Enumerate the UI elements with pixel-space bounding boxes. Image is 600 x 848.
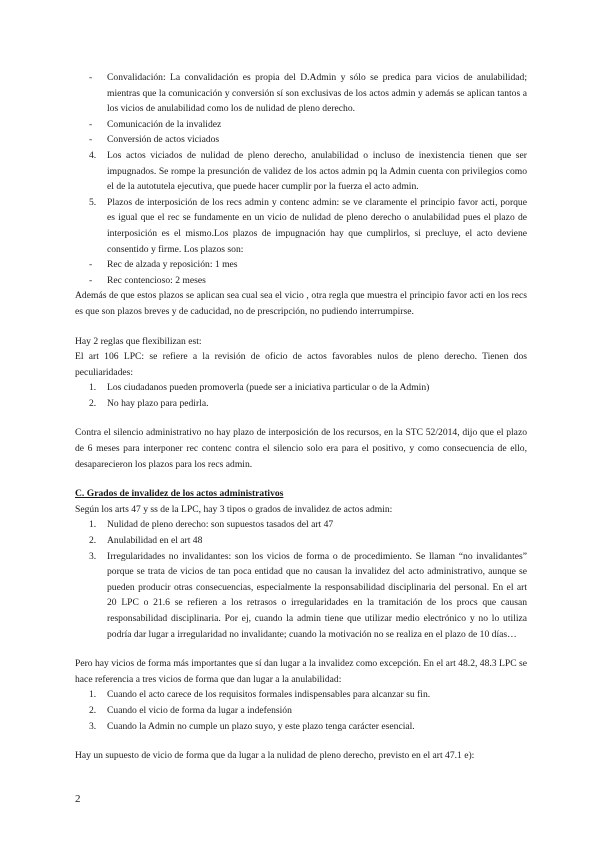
number-marker: 3. <box>89 550 97 562</box>
paragraph-grados: Según los arts 47 y ss de la LPC, hay 3 tipos o grados de invalidez de actos admin: <box>75 503 393 515</box>
list-item-text: Conversión de actos viciados <box>107 134 220 146</box>
list-item-text: Cuando la Admin no cumple un plazo suyo, y este plazo tenga carácter esencial. <box>107 720 415 732</box>
dash-marker: - <box>89 72 93 83</box>
list-item-text: Comunicación de la invalidez <box>107 118 222 130</box>
paragraph-reglas: Hay 2 reglas que flexibilizan est: <box>75 335 202 347</box>
number-marker: 3. <box>89 720 97 732</box>
list-item-text: Anulabilidad en el art 48 <box>107 535 203 547</box>
number-marker: 2. <box>89 704 97 716</box>
list-item-4 <box>75 148 527 195</box>
paragraph-vicios-forma: Pero hay vicios de forma más importantes que sí dan lugar a la invalidez como excepción. En el art 48.2, 48.3 LPC se hace referencia a tres vicios de forma que dan lugar a la anulabilidad: <box>75 658 527 685</box>
list-item <box>75 687 527 703</box>
list-item <box>75 719 527 735</box>
list-item-conversion <box>75 132 527 148</box>
number-marker: 5. <box>89 196 97 208</box>
list-item <box>75 396 527 412</box>
document-page <box>75 70 527 764</box>
list-item-text: Los ciudadanos pueden promoverla (puede ser a iniciativa particular o de la Admin) <box>107 382 430 394</box>
list-item-5 <box>75 195 527 257</box>
list-item <box>75 533 527 549</box>
paragraph-art-106: El art 106 LPC: se refiere a la revisión de oficio de actos favorables nulos de pleno derecho. Tienen dos peculiaridades: <box>75 351 527 378</box>
list-item-text: Irregularidades no invalidantes: son los vicios de forma o de procedimiento. Se llaman “no invalidantes” porque se trata de vicios de tan poca entidad que no causan la invalidez del acto administrativo, aunque se pueden producir otras consecuencias, especialmente la responsabilidad disciplinaria del personal. En el art 20 LPC o 21.6 se refieren a los retrasos o irregularidades en la tramitación de los procs que causan responsabilidad disciplinaria. Por ej, cuando la admin tiene que utilizar medio electrónico y no lo utiliza podría dar lugar a irregularidad no invalidante; cuando la motivación no se realiza en el plazo de 10 días… <box>107 550 527 640</box>
list-item-text: Cuando el vicio de forma da lugar a indefensión <box>107 704 292 716</box>
list-item-text: Convalidación: La convalidación es propia del D.Admin y sólo se predica para vicios de anulabilidad; mientras que la comunicación y conversión sí son exclusivas de los actos admin y además se aplican tantos a los vicios de anulabilidad como los de nulidad de pleno derecho. <box>107 72 527 115</box>
list-item-text: Los actos viciados de nulidad de pleno derecho, anulabilidad o incluso de inexistencia tienen que ser impugnados. Se rompe la presunción de validez de los actos admin pq la Admin cuenta con privilegios como el de la autotutela ejecutiva, que puede hacer cumplir por la fuerza el acto admin. <box>107 149 527 193</box>
paragraph-silencio: Contra el silencio administrativo no hay plazo de interposición de los recursos, en la STC 52/2014, dijo que el plazo de 6 meses para interponer rec contenc contra el silencio solo era para el positivo, y como consecuencia de ello, desaparecieron los plazos para los recs admin. <box>75 427 527 470</box>
page-number: 2 <box>75 793 81 805</box>
number-marker: 1. <box>89 382 97 394</box>
number-marker: 2. <box>89 397 97 409</box>
list-item-alzada <box>75 257 527 273</box>
list-item-text: Rec de alzada y reposición: 1 mes <box>107 259 238 271</box>
number-marker: 1. <box>89 519 97 531</box>
dash-marker: - <box>89 118 93 130</box>
dash-marker: - <box>89 274 93 286</box>
list-item <box>75 517 527 533</box>
list-item-text: Plazos de interposición de los recs admin y contenc admin: se ve claramente el principio favor acti, porque es igual que el rec se fundamente en un vicio de nulidad de pleno derecho o anulabilidad pues el plazo de interposición es el mismo.Los plazos de impugnación hay que cumplirlos, si precluye, el acto deviene consentido y firme. Los plazos son: <box>107 196 527 255</box>
number-marker: 1. <box>89 689 97 701</box>
paragraph-plazos: Además de que estos plazos se aplican sea cual sea el vicio , otra regla que muestra el principio favor acti en los recs es que son plazos breves y de caducidad, no de prescripción, no pudiendo interrumpirse. <box>75 290 527 317</box>
number-marker: 4. <box>89 149 97 161</box>
paragraph-nulidad: Hay un supuesto de vicio de forma que da lugar a la nulidad de pleno derecho, previsto en el art 47.1 e): <box>75 750 475 762</box>
list-item-convalidacion <box>75 70 527 117</box>
dash-marker: - <box>89 259 93 271</box>
list-item-text: Cuando el acto carece de los requisitos formales indispensables para alcanzar su fin. <box>107 689 431 701</box>
list-item <box>75 549 527 643</box>
list-item <box>75 703 527 719</box>
list-item-text: Nulidad de pleno derecho: son supuestos tasados del art 47 <box>107 519 334 531</box>
list-item <box>75 380 527 396</box>
section-heading: C. Grados de invalidez de los actos administrativos <box>75 488 284 500</box>
number-marker: 2. <box>89 535 97 547</box>
list-item-contencioso <box>75 273 527 289</box>
list-item-text: Rec contencioso: 2 meses <box>107 274 206 286</box>
list-item-text: No hay plazo para pedirla. <box>107 397 209 409</box>
list-item-comunicacion <box>75 117 527 133</box>
dash-marker: - <box>89 134 93 146</box>
